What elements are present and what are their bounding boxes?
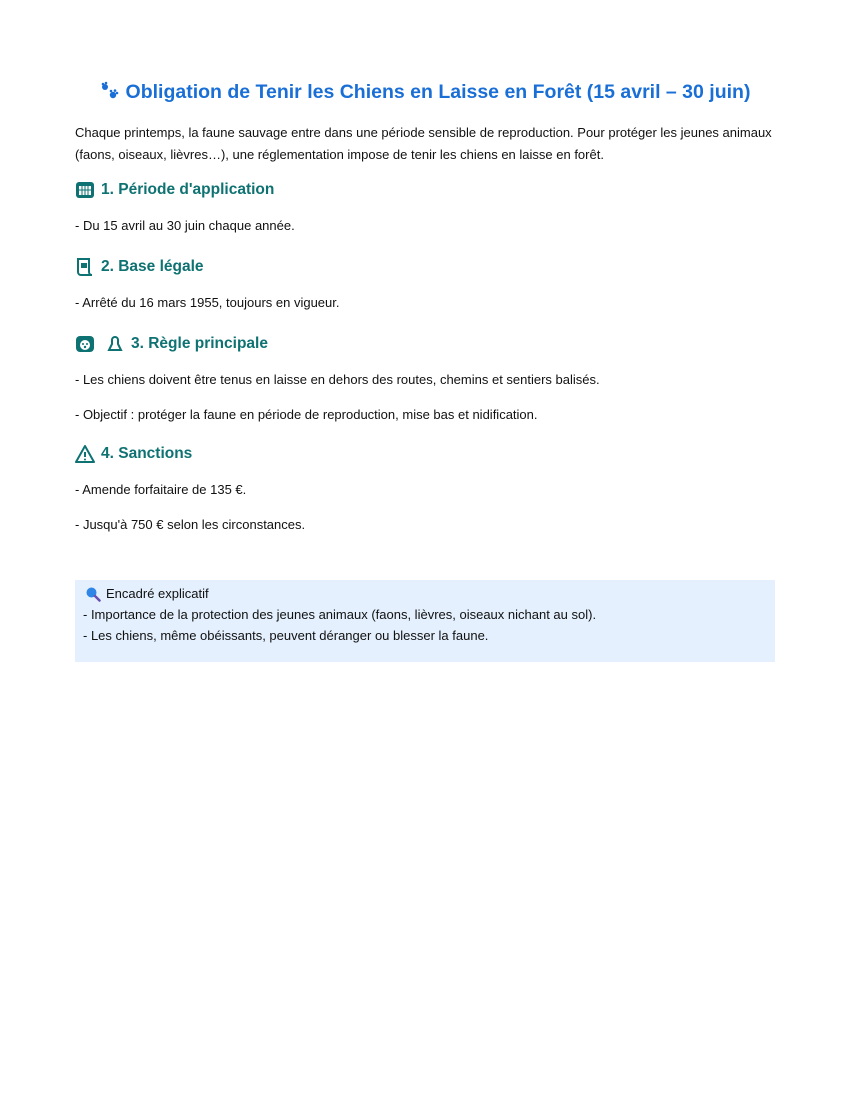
section-legal-basis: [75, 255, 775, 312]
explanatory-box: [75, 580, 775, 662]
warning-icon: [75, 444, 95, 464]
section-line: - Amende forfaitaire de 135 €.: [75, 482, 247, 497]
calendar-icon: [75, 180, 95, 200]
section-period: [75, 178, 775, 235]
document-page: [75, 78, 775, 662]
section-line: - Arrêté du 16 mars 1955, toujours en vigueur.: [75, 295, 340, 310]
scroll-icon: [75, 257, 95, 277]
section-heading: 4. Sanctions: [75, 442, 775, 466]
section-sanctions: [75, 442, 775, 534]
paw-prints-icon: [100, 81, 120, 101]
section-main-rule: [75, 332, 775, 424]
section-heading: 2. Base légale: [75, 255, 775, 279]
dog-icon: [75, 334, 95, 354]
section-heading: 3. Règle principale: [75, 332, 775, 356]
box-line: - Les chiens, même obéissants, peuvent déranger ou blesser la faune.: [83, 628, 489, 643]
box-line: - Importance de la protection des jeunes animaux (faons, lièvres, oiseaux nichant au sol).: [83, 607, 597, 622]
section-line: - Du 15 avril au 30 juin chaque année.: [75, 218, 295, 233]
intro-paragraph: Chaque printemps, la faune sauvage entre dans une période sensible de reproduction. Pour protéger les jeunes animaux (faons, oiseaux, lièvres…), une réglementation impose de tenir les chiens en laisse en forêt.: [75, 125, 772, 162]
page-title: Obligation de Tenir les Chiens en Laisse en Forêt (15 avril – 30 juin): [75, 78, 775, 106]
section-heading: 1. Période d'application: [75, 178, 775, 202]
box-header: Encadré explicatif: [83, 583, 767, 604]
section-line: - Objectif : protéger la faune en période de reproduction, mise bas et nidification.: [75, 407, 538, 422]
section-line: - Les chiens doivent être tenus en laisse en dehors des routes, chemins et sentiers balisés.: [75, 372, 600, 387]
bell-icon: [105, 334, 125, 354]
magnifier-icon: [85, 586, 101, 602]
section-line: - Jusqu'à 750 € selon les circonstances.: [75, 517, 306, 532]
